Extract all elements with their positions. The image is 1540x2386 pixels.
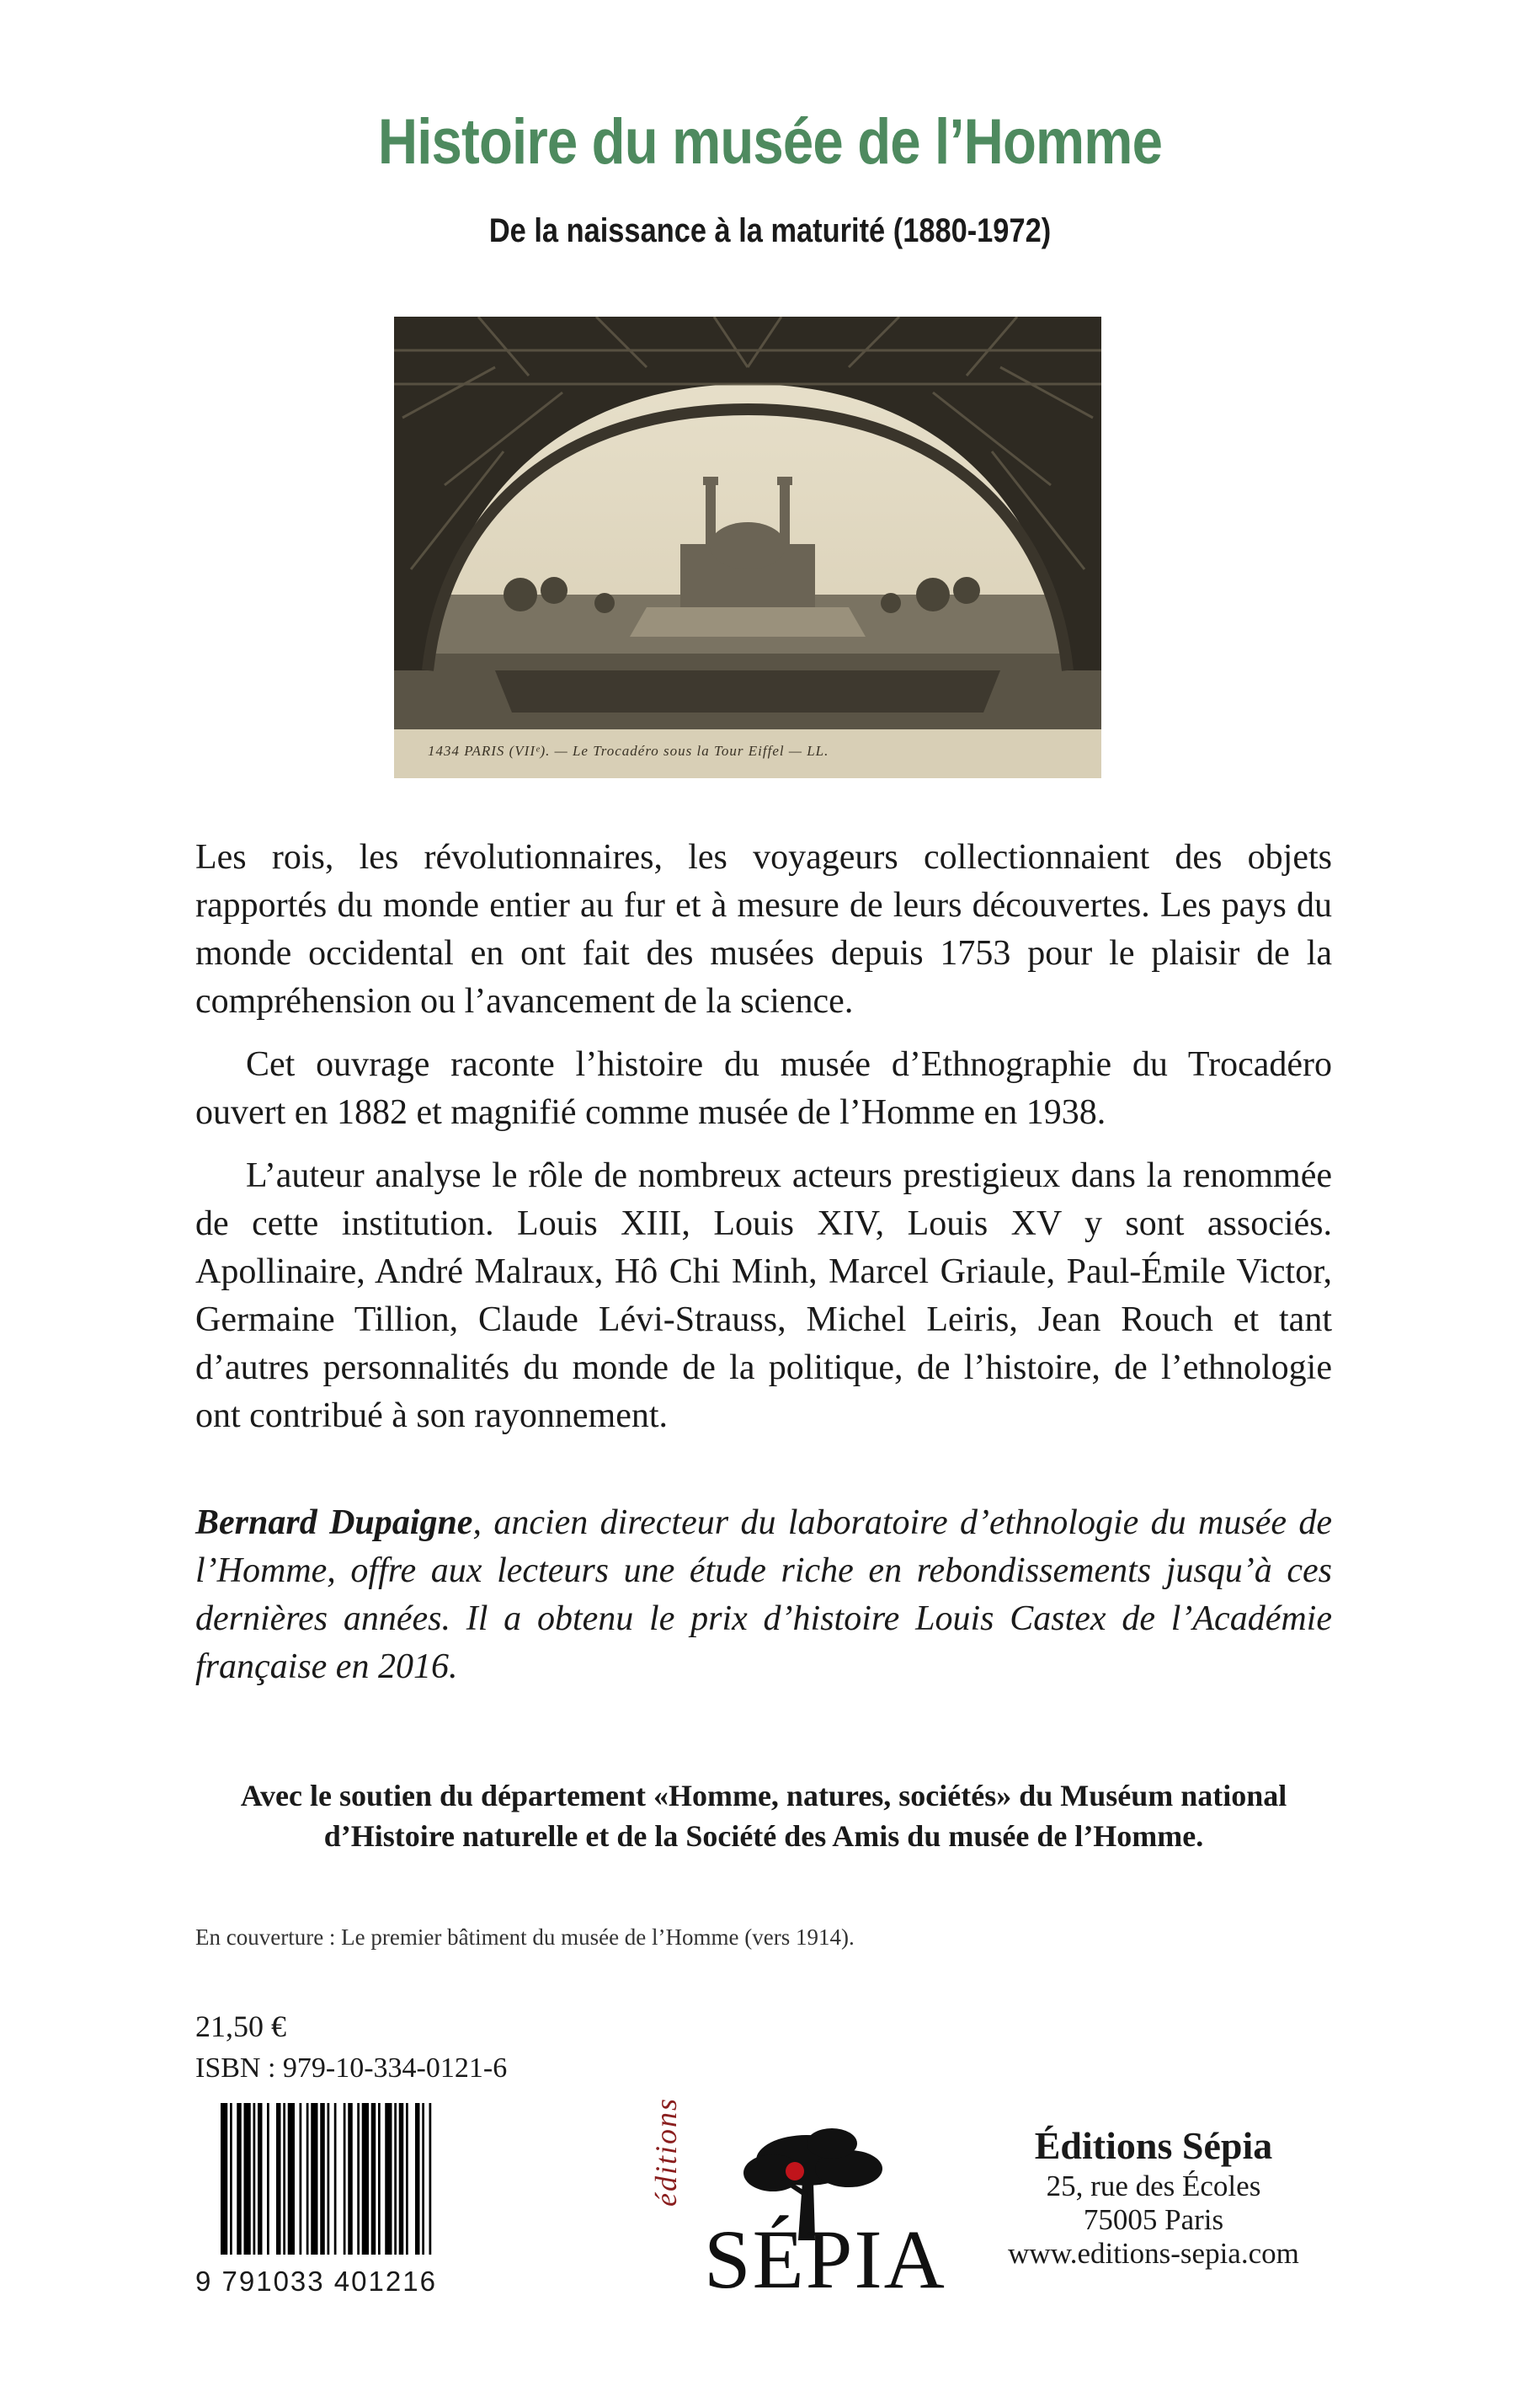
author-name: Bernard Dupaigne: [195, 1503, 473, 1542]
barcode-bar: [230, 2103, 232, 2255]
book-title: Histoire du musée de l’Homme: [377, 106, 1163, 178]
barcode-bar: [344, 2103, 346, 2255]
barcode-bar: [288, 2103, 295, 2255]
postcard-caption: 1434 PARIS (VIIᵉ). — Le Trocadéro sous la Tour Eiffel — LL.: [428, 743, 829, 759]
description-text: [195, 834, 1332, 1455]
barcode-bar: [422, 2103, 424, 2255]
publisher-address: 25, rue des Écoles: [1046, 2170, 1261, 2202]
barcode-bar: [320, 2103, 325, 2255]
barcode-bar: [244, 2103, 251, 2255]
barcode-bar: [300, 2103, 302, 2255]
book-subtitle: De la naissance à la maturité (1880-1972): [488, 212, 1052, 249]
barcode-bar: [394, 2103, 397, 2255]
barcode-bar: [348, 2103, 353, 2255]
barcode-bar: [306, 2103, 309, 2255]
support-statement: Avec le soutien du département «Homme, natures, sociétés» du Muséum national d’Histoire naturelle et de la Société des Amis du musée de l’Homme.: [240, 1779, 1287, 1853]
barcode-bar: [258, 2103, 263, 2255]
author-bio-text: , ancien directeur du laboratoire d’ethnologie du musée de l’Homme, offre aux lecteurs une étude riche en rebondissements jusqu’à ces dernières années. Il a obtenu le prix d’histoire Louis Castex de l’Académie française en 2016.: [195, 1503, 1332, 1686]
cover-credit: En couverture : Le premier bâtiment du musée de l’Homme (vers 1914).: [195, 1924, 855, 1950]
red-dot: [786, 2162, 804, 2180]
paragraph-2: Cet ouvrage raconte l’histoire du musée d’Ethnographie du Trocadéro ouvert en 1882 et magnifié comme musée de l’Homme en 1938.: [195, 1045, 1332, 1132]
barcode-bar: [283, 2103, 285, 2255]
barcode-bar: [237, 2103, 242, 2255]
isbn: ISBN : 979-10-334-0121-6: [195, 2052, 508, 2084]
barcode-bar: [276, 2103, 281, 2255]
eiffel-tower-arch-illustration: [394, 317, 1101, 778]
publisher-website: www.editions-sepia.com: [1008, 2237, 1299, 2270]
barcode-bar: [328, 2103, 330, 2255]
author-bio: [195, 1499, 1332, 1691]
barcode-bar: [221, 2103, 227, 2255]
barcode-number: 9 791033 401216: [195, 2266, 437, 2297]
barcode-bar: [311, 2103, 317, 2255]
publisher-name: Éditions Sépia: [1034, 2124, 1273, 2167]
barcode-bar: [406, 2103, 408, 2255]
barcode-bar: [378, 2103, 381, 2255]
price: 21,50 €: [195, 2010, 286, 2043]
barcode-bar: [385, 2103, 392, 2255]
barcode-bar: [429, 2103, 432, 2255]
publisher-block: [968, 2122, 1339, 2271]
barcode-bar: [253, 2103, 256, 2255]
paragraph-3: L’auteur analyse le rôle de nombreux acteurs prestigieux dans la renommée de cette institution. Louis XIII, Louis XIV, Louis XV y sont associés. Apollinaire, André Malraux, Hô Chi Minh, Marcel Griaule, Paul-Émile Victor, Germaine Tillion, Claude Lévi-Strauss, Michel Leiris, Jean Rouch et tant d’autres personnalités du monde de la politique, de l’histoire, de l’ethnologie ont contribué à son rayonnement.: [195, 1156, 1332, 1435]
barcode-bar: [371, 2103, 376, 2255]
logo-brand: SÉPIA: [704, 2213, 946, 2306]
barcode-bar: [357, 2103, 360, 2255]
barcode-bar: [267, 2103, 269, 2255]
barcode: [221, 2103, 485, 2255]
trocadero-postcard-photo: [394, 317, 1101, 778]
barcode-bar: [399, 2103, 404, 2255]
barcode-bar: [334, 2103, 337, 2255]
barcode-bar: [362, 2103, 369, 2255]
publisher-city: 75005 Paris: [1083, 2203, 1224, 2236]
logo-editions-text: éditions: [649, 2097, 683, 2207]
paragraph-1: Les rois, les révolutionnaires, les voyageurs collectionnaient des objets rapportés du monde entier au fur et à mesure de leurs découvertes. Les pays du monde occidental en ont fait des musées depuis 1753 pour le plaisir de la compréhension ou l’avancement de la science.: [195, 838, 1332, 1021]
barcode-bar: [415, 2103, 420, 2255]
